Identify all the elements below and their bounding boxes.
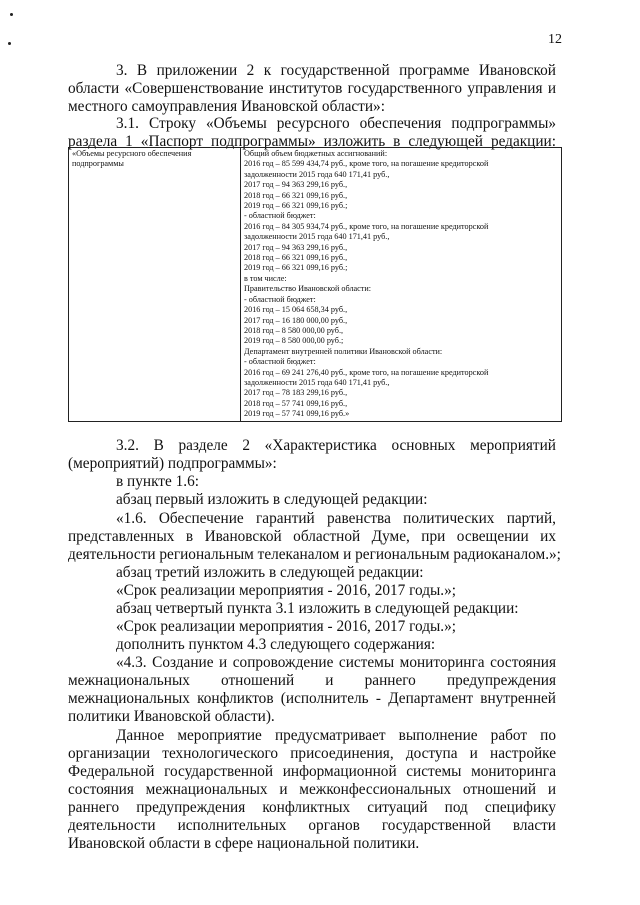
cell-line: 2016 год – 15 064 658,34 руб., bbox=[244, 305, 348, 315]
para3-label bbox=[68, 564, 556, 582]
cell-line: 2019 год – 66 321 099,16 руб.; bbox=[244, 201, 348, 211]
text-line: области «Совершенствование институтов государственного управления и bbox=[68, 80, 556, 97]
cell-line: - областной бюджет: bbox=[244, 357, 316, 367]
text-line: дополнить пунктом 4.3 следующего содержания: bbox=[116, 636, 436, 653]
text-line: абзац четвертый пункта 3.1 изложить в следующей редакции: bbox=[116, 600, 519, 617]
text-line: абзац первый изложить в следующей редакции: bbox=[116, 491, 428, 508]
cell-line: 2019 год – 57 741 099,16 руб.» bbox=[244, 409, 350, 419]
section-3-intro bbox=[68, 62, 556, 116]
cell-line: 2016 год – 69 241 276,40 руб., кроме того, на погашение кредиторской bbox=[244, 367, 489, 377]
cell-line: задолженности 2015 года 640 171,41 руб., bbox=[244, 377, 390, 387]
text-line: раздела 1 «Паспорт подпрограммы» изложить в следующей редакции: bbox=[68, 133, 556, 150]
table-cell-values bbox=[241, 148, 562, 422]
cell-line: Департамент внутренней политики Ивановской области: bbox=[244, 346, 443, 356]
in-point-label bbox=[68, 473, 556, 491]
cell-line: 2017 год – 16 180 000,00 руб., bbox=[244, 315, 348, 325]
final-paragraph bbox=[68, 727, 556, 853]
para1-label bbox=[68, 491, 556, 509]
cell-line: 2018 год – 66 321 099,16 руб., bbox=[244, 190, 348, 200]
text-line: раннего предупреждения конфликтных ситуаций под специфику bbox=[68, 799, 556, 816]
text-line: Данное мероприятие предусматривает выполнение работ по bbox=[116, 727, 556, 744]
text-line: «4.3. Создание и сопровождение системы мониторинга состояния bbox=[116, 654, 556, 671]
point-4-3-text bbox=[68, 654, 556, 726]
text-line: (мероприятий) подпрограммы»: bbox=[68, 455, 277, 472]
text-line: представленных в Ивановской областной Думе, при освещении их bbox=[68, 528, 556, 545]
item-3-2 bbox=[68, 437, 556, 473]
text-line: абзац третий изложить в следующей редакции: bbox=[116, 564, 424, 581]
cell-line: 2018 год – 66 321 099,16 руб., bbox=[244, 253, 348, 263]
text-line: 3.1. Строку «Объемы ресурсного обеспечения подпрограммы» bbox=[116, 115, 556, 132]
cell-line: 2017 год – 94 363 299,16 руб., bbox=[244, 180, 348, 190]
cell-line: задолженности 2015 года 640 171,41 руб., bbox=[244, 169, 390, 179]
text-line: межнациональных конфликтов (исполнитель - Департамент внутренней bbox=[68, 690, 556, 707]
text-line: «1.6. Обеспечение гарантий равенства политических партий, bbox=[116, 510, 556, 527]
text-line: «Срок реализации мероприятия - 2016, 2017 годы.»; bbox=[116, 618, 457, 635]
text-line: деятельности региональным телеканалом и региональным радиоканалом.»; bbox=[68, 546, 561, 563]
text-line: 3. В приложении 2 к государственной программе Ивановской bbox=[116, 62, 556, 79]
cell-line: - областной бюджет: bbox=[244, 211, 316, 221]
cell-line: - областной бюджет: bbox=[244, 294, 316, 304]
text-line: политики Ивановской области). bbox=[68, 708, 275, 725]
add-point-label bbox=[68, 636, 556, 654]
passport-table bbox=[68, 147, 562, 422]
table-cell-label bbox=[69, 148, 241, 422]
para3-text bbox=[68, 582, 556, 600]
cell-line: 2017 год – 78 183 299,16 руб., bbox=[244, 388, 348, 398]
text-line: организации технологического присоединения, доступа и настройке bbox=[68, 745, 556, 762]
cell-line: 2017 год – 94 363 299,16 руб., bbox=[244, 242, 348, 252]
item-3-1 bbox=[68, 115, 556, 151]
text-line: Ивановской области в сфере национальной политики. bbox=[68, 835, 420, 852]
text-line: Федеральной государственной информационной системы мониторинга bbox=[68, 763, 556, 780]
cell-line: задолженности 2015 года 640 171,41 руб., bbox=[244, 232, 390, 242]
cell-line: подпрограммы bbox=[72, 159, 124, 169]
cell-line: 2019 год – 66 321 099,16 руб.; bbox=[244, 263, 348, 273]
cell-line: 2016 год – 84 305 934,74 руб., кроме того, на погашение кредиторской bbox=[244, 221, 489, 231]
text-line: межнациональных отношений и раннего предупреждения bbox=[68, 672, 556, 689]
text-line: «Срок реализации мероприятия - 2016, 2017 годы.»; bbox=[116, 582, 457, 599]
para4-text bbox=[68, 618, 556, 636]
cell-line: в том числе: bbox=[244, 273, 287, 283]
text-line: местного самоуправления Ивановской области»: bbox=[68, 98, 385, 115]
cell-line: 2019 год – 8 580 000,00 руб.; bbox=[244, 336, 344, 346]
text-line: состояния межнациональных и межконфессиональных отношений и bbox=[68, 781, 556, 798]
text-line: 3.2. В разделе 2 «Характеристика основных мероприятий bbox=[116, 437, 556, 454]
cell-line: Правительство Ивановской области: bbox=[244, 284, 372, 294]
point-1-6-text bbox=[68, 510, 561, 564]
para4-label bbox=[68, 600, 556, 618]
scan-speck bbox=[8, 42, 11, 45]
cell-line: Общий объем бюджетных ассигнований: bbox=[244, 149, 388, 158]
cell-line: 2016 год – 85 599 434,74 руб., кроме того, на погашение кредиторской bbox=[244, 159, 489, 169]
text-line: в пункте 1.6: bbox=[116, 473, 199, 490]
text-line: деятельности исполнительных органов государственной власти bbox=[68, 817, 556, 834]
cell-line: 2018 год – 57 741 099,16 руб., bbox=[244, 398, 348, 408]
cell-line: «Объемы ресурсного обеспечения bbox=[72, 149, 192, 158]
cell-line: 2018 год – 8 580 000,00 руб., bbox=[244, 325, 344, 335]
page-number: 12 bbox=[548, 32, 562, 47]
table-row bbox=[69, 148, 562, 422]
scan-speck bbox=[10, 13, 13, 16]
